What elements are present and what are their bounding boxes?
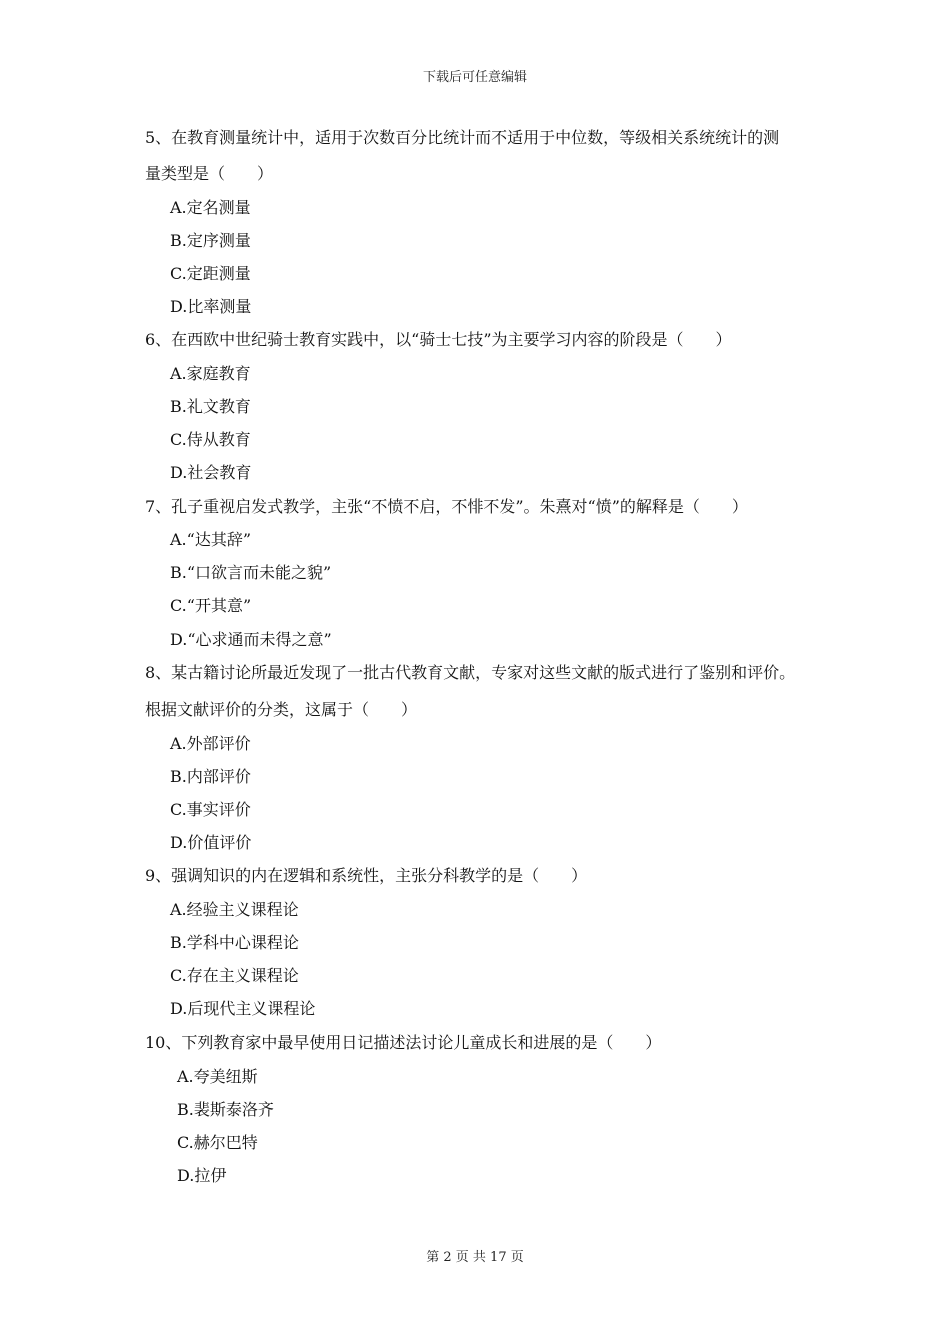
question-7-option-c: C.“开其意”: [170, 596, 252, 615]
question-8-stem-line-1: 8、某古籍讨论所最近发现了一批古代教育文献，专家对这些文献的版式进行了鉴别和评价。: [145, 663, 796, 682]
question-10-option-a: A.夸美纽斯: [177, 1067, 258, 1086]
question-6-stem: 6、在西欧中世纪骑士教育实践中，以“骑士七技”为主要学习内容的阶段是（ ）: [145, 330, 732, 349]
question-5-option-b: B.定序测量: [170, 231, 251, 250]
question-8-stem-line-2: 根据文献评价的分类，这属于（ ）: [145, 700, 418, 719]
question-9-option-b: B.学科中心课程论: [170, 933, 299, 952]
question-5-option-a: A.定名测量: [170, 198, 251, 217]
question-8-option-c: C.事实评价: [170, 800, 251, 819]
question-8-option-b: B.内部评价: [170, 767, 251, 786]
question-10-option-b: B.裴斯泰洛齐: [177, 1100, 274, 1119]
question-7-option-d: D.“心求通而未得之意”: [170, 630, 332, 649]
question-5-option-d: D.比率测量: [170, 297, 252, 316]
question-7-option-b: B.“口欲言而未能之貌”: [170, 563, 332, 582]
question-5-stem-line-1: 5、在教育测量统计中，适用于次数百分比统计而不适用于中位数，等级相关系统统计的测: [145, 128, 780, 147]
question-9-option-d: D.后现代主义课程论: [170, 999, 316, 1018]
question-5-option-c: C.定距测量: [170, 264, 251, 283]
question-7-stem: 7、孔子重视启发式教学，主张“不愤不启，不悱不发”。朱熹对“愤”的解释是（ ）: [145, 497, 748, 516]
question-9-option-c: C.存在主义课程论: [170, 966, 299, 985]
question-9-stem: 9、强调知识的内在逻辑和系统性，主张分科教学的是（ ）: [145, 866, 588, 885]
question-6-option-b: B.礼文教育: [170, 397, 251, 416]
page-footer: 第 2 页 共 17 页: [426, 1250, 524, 1265]
question-9-option-a: A.经验主义课程论: [170, 900, 299, 919]
question-10-option-d: D.拉伊: [177, 1166, 227, 1185]
question-10-option-c: C.赫尔巴特: [177, 1133, 258, 1152]
question-8-option-d: D.价值评价: [170, 833, 252, 852]
question-6-option-a: A.家庭教育: [170, 364, 251, 383]
question-7-option-a: A.“达其辞”: [170, 530, 252, 549]
question-6-option-c: C.侍从教育: [170, 430, 251, 449]
question-8-option-a: A.外部评价: [170, 734, 251, 753]
question-6-option-d: D.社会教育: [170, 463, 252, 482]
question-10-stem: 10、下列教育家中最早使用日记描述法讨论儿童成长和进展的是（ ）: [145, 1033, 662, 1052]
question-5-stem-line-2: 量类型是（ ）: [145, 164, 274, 183]
page-header: 下载后可任意编辑: [422, 70, 527, 85]
